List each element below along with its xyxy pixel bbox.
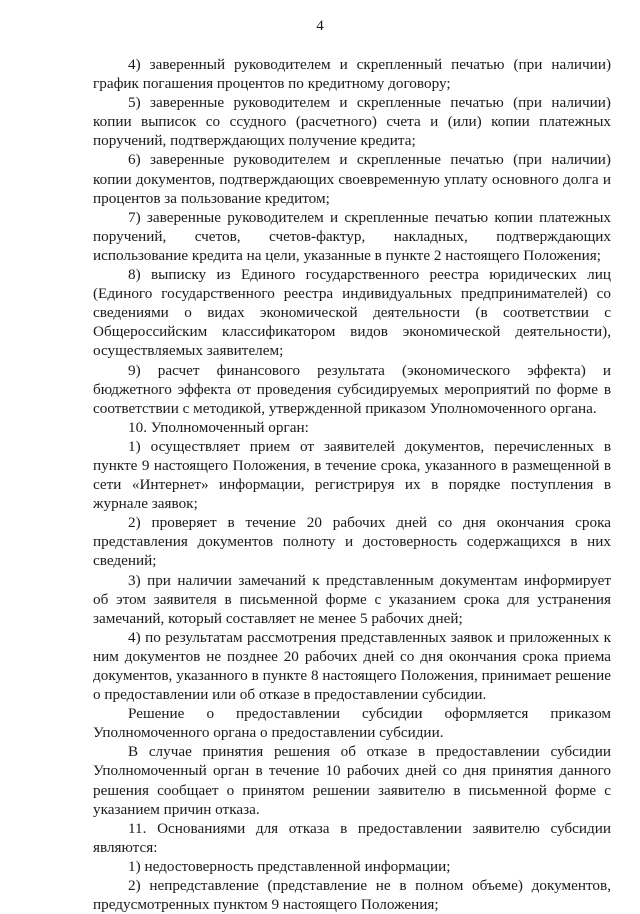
paragraph-11-2-missing-documents: 2) непредставление (представление не в полном объеме) документов, предусмотренных пунктом 9 настоящего Положения; xyxy=(93,877,611,914)
paragraph-item-8-registry: 8) выписку из Единого государственного реестра юридических лиц (Единого государственного реестра индивидуальных предпринимателей) со сведениями о видах экономической деятельности (в соответствии с Общероссийским классификатором видов экономической деятельности), осуществляемых заявителем; xyxy=(93,266,611,360)
paragraph-10-3-remarks: 3) при наличии замечаний к представленным документам информирует об этом заявителя в письменной форме с указанием срока для устранения замечаний, который составляет не менее 5 рабочих дней; xyxy=(93,571,611,627)
section-11-heading: 11. Основаниями для отказа в предоставлении заявителю субсидии являются: xyxy=(93,819,611,856)
section-10-heading: 10. Уполномоченный орган: xyxy=(128,418,309,436)
paragraph-item-5-statements: 5) заверенные руководителем и скрепленные печатью (при наличии) копии выписок со ссудного (расчетного) счета и (или) копии платежных поручений, подтверждающих получение кредита; xyxy=(93,94,611,150)
paragraph-item-7-orders: 7) заверенные руководителем и скрепленные печатью копии платежных поручений, счетов, счетов-фактур, накладных, подтверждающих использование кредита на цели, указанные в пункте 2 настоящего Положения; xyxy=(93,208,611,264)
paragraph-10-2-verification: 2) проверяет в течение 20 рабочих дней со дня окончания срока представления документов полноту и достоверность содержащихся в них сведений; xyxy=(93,514,611,570)
paragraph-refusal-notice: В случае принятия решения об отказе в предоставлении субсидии Уполномоченный орган в течение 10 рабочих дней со дня принятия данного решения сообщает о принятом решении заявителю в письменной форме с указанием причин отказа. xyxy=(93,743,611,818)
paragraph-decision-order: Решение о предоставлении субсидии оформляется приказом Уполномоченного органа о предоставлении субсидии. xyxy=(93,705,611,742)
document-body xyxy=(93,55,611,914)
page-number: 4 xyxy=(316,18,324,34)
paragraph-11-1-unreliability: 1) недостоверность представленной информации; xyxy=(128,857,451,875)
paragraph-item-4-schedule: 4) заверенный руководителем и скрепленный печатью (при наличии) график погашения процентов по кредитному договору; xyxy=(93,56,611,93)
paragraph-10-1-acceptance: 1) осуществляет прием от заявителей документов, перечисленных в пункте 9 настоящего Положения, в течение срока, указанного в размещенной в сети «Интернет» информации, регистрируя их в порядке поступления в журнале заявок; xyxy=(93,437,611,513)
paragraph-item-9-calculation: 9) расчет финансового результата (экономического эффекта) и бюджетного эффекта от проведения субсидируемых мероприятий по форме в соответствии с методикой, утвержденной приказом Уполномоченного органа. xyxy=(93,361,611,417)
paragraph-item-6-payments: 6) заверенные руководителем и скрепленные печатью (при наличии) копии документов, подтверждающих своевременную уплату основного долга и процентов за пользование кредитом; xyxy=(93,151,611,207)
paragraph-10-4-decision: 4) по результатам рассмотрения представленных заявок и приложенных к ним документов не позднее 20 рабочих дней со дня окончания срока приема документов, указанного в пункте 8 настоящего Положения, принимает решение о предоставлении или об отказе в предоставлении субсидии. xyxy=(93,628,611,704)
